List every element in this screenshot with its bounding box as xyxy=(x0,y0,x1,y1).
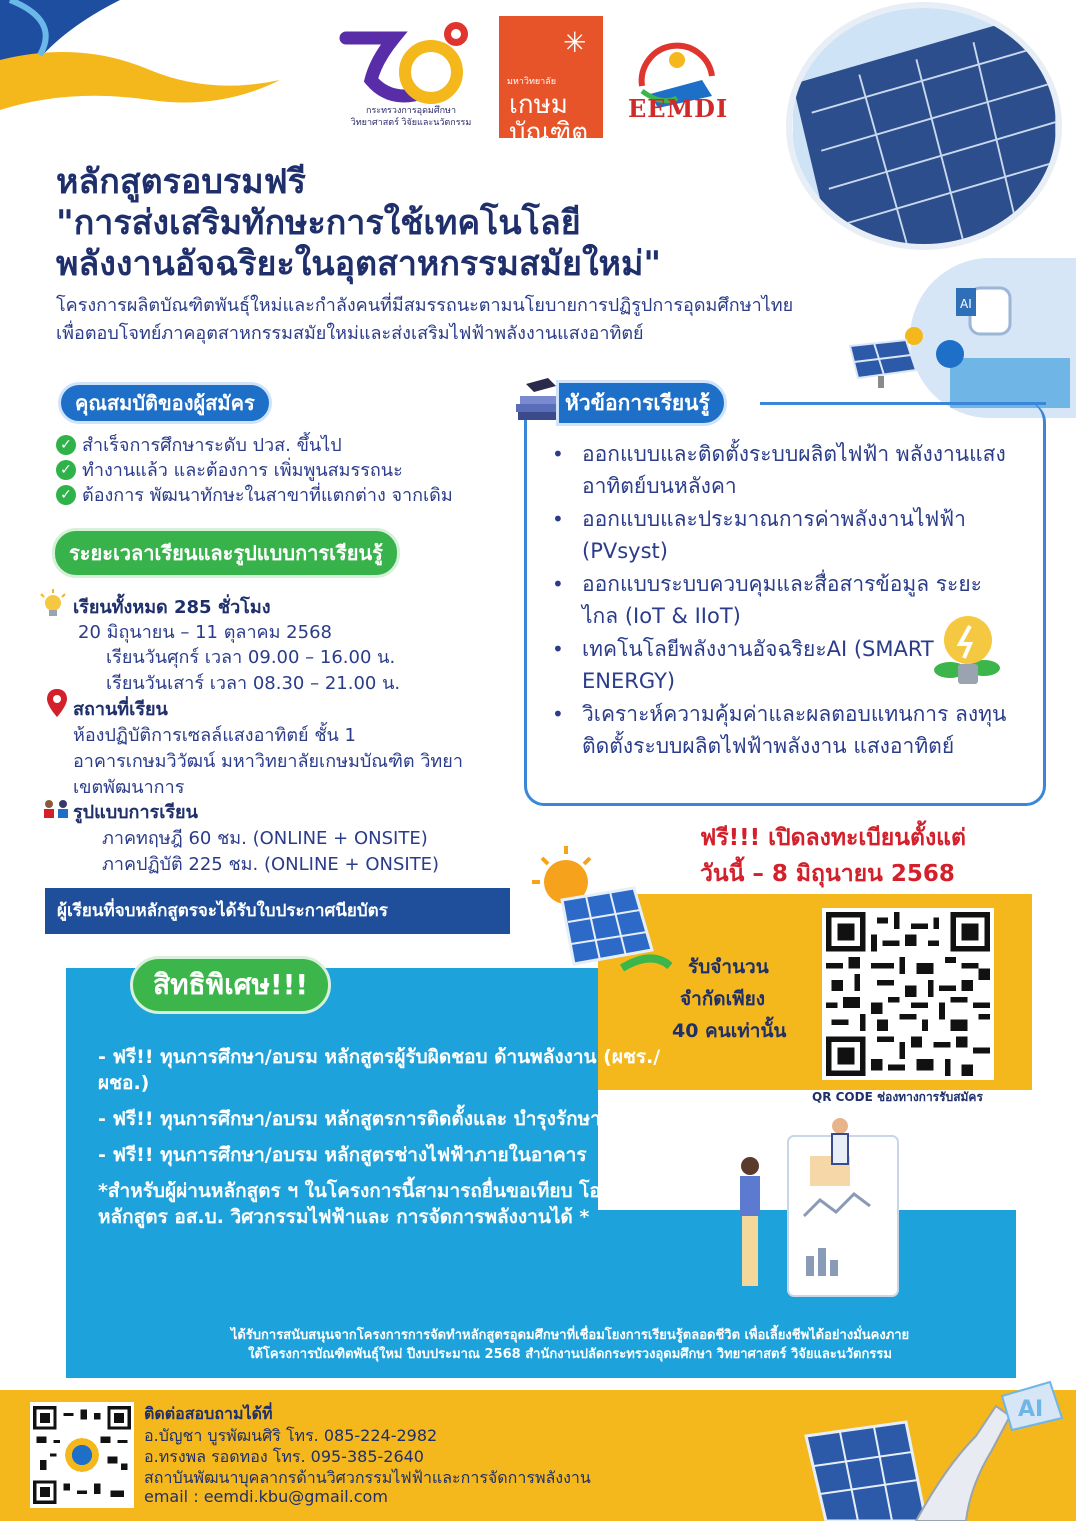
contact-person-2: อ.ทรงพล รอดทอง โทร. 095-385-2640 xyxy=(144,1447,424,1466)
list-item: • วิเคราะห์ความคุ้มค่าและผลตอบแทนการ ลงทุนติดตั้งระบบผลิตไฟฟ้าพลังงาน แสงอาทิตย์ xyxy=(552,702,1007,758)
limit-line-2: จำกัดเพียง xyxy=(680,988,766,1010)
location-pin-icon xyxy=(46,688,68,718)
check-icon: ✓ xyxy=(56,485,76,505)
svg-text:AI: AI xyxy=(1018,1397,1044,1422)
list-item: ✓ สำเร็จการศึกษาระดับ ปวส. ขึ้นไป xyxy=(56,432,453,457)
list-item: • ออกแบบและติดตั้งระบบผลิตไฟฟ้า พลังงานแสงอาทิตย์บนหลังคา xyxy=(552,442,1006,498)
solar-panel-icon xyxy=(844,326,924,390)
solar-panel-icon xyxy=(522,840,672,980)
privileges-list xyxy=(98,1044,698,1240)
format-theory: ภาคทฤษฎี 60 ชม. (ONLINE + ONSITE) xyxy=(102,828,428,849)
robot-icon xyxy=(910,258,1076,418)
lightbulb-icon xyxy=(38,588,68,618)
check-icon: ✓ xyxy=(56,460,76,480)
lightbulb-icon xyxy=(928,606,1006,692)
page-title-line-2: "การส่งเสริมทักษะการใช้เทคโนโลยี xyxy=(56,203,581,243)
contact-institute: สถาบันพัฒนาบุคลากรด้านวิศวกรรมไฟฟ้าและการจัดการพลังงาน xyxy=(144,1468,591,1487)
format-heading: รูปแบบการเรียน xyxy=(73,802,198,823)
list-item: *สำหรับผู้ผ่านหลักสูตร ฯ ในโครงการนี้สามารถยื่นขอเทียบ โอนเข้าศึกษา หลักสูตร อส.บ. วิศวกรรมไฟฟ้าและ การจัดการพลังงานได้ * xyxy=(98,1180,691,1228)
svg-text:AI: AI xyxy=(960,297,972,311)
location-heading: สถานที่เรียน xyxy=(73,699,168,720)
solar-panel-photo xyxy=(786,2,1062,250)
registration-qr-code[interactable] xyxy=(822,908,994,1080)
location-line-2: อาคารเกษมวิวัฒน์ มหาวิทยาลัยเกษมบัณฑิต วิทยา xyxy=(73,751,463,772)
friday-schedule: เรียนวันศุกร์ เวลา 09.00 – 16.00 น. xyxy=(106,647,396,668)
qr-caption: QR CODE ช่องทางการรับสมัคร xyxy=(812,1090,983,1104)
decorative-swoosh xyxy=(0,0,300,130)
contact-person-1: อ.บัญชา บูรพัฒนศิริ โทร. 085-224-2982 xyxy=(144,1426,438,1445)
list-item: • ออกแบบและประมาณการค่าพลังงานไฟฟ้า (PVsyst) xyxy=(552,507,966,563)
course-dates: 20 มิถุนายน – 11 ตุลาคม 2568 xyxy=(78,622,332,643)
qualifications-heading: คุณสมบัติของผู้สมัคร xyxy=(58,382,272,424)
topics-list xyxy=(552,438,1012,763)
list-item: - ฟรี!! ทุนการศึกษา/อบรม หลักสูตรการติดตั้งและ บำรุงรักษาโซลาร์รูฟ xyxy=(98,1108,681,1130)
topics-heading: หัวข้อการเรียนรู้ xyxy=(556,380,727,426)
location-line-3: เขตพัฒนาการ xyxy=(73,777,185,798)
duration-heading: ระยะเวลาเรียนและรูปแบบการเรียนรู้ xyxy=(52,528,400,578)
limit-line-3: 40 คนเท่านั้น xyxy=(672,1020,787,1042)
list-item: ✓ ทำงานแล้ว และต้องการ เพิ่มพูนสมรรถนะ xyxy=(56,457,453,482)
contact-qr-code[interactable] xyxy=(30,1402,134,1508)
presentation-illustration xyxy=(720,1116,920,1316)
page-title-line-3: พลังงานอัจฉริยะในอุตสาหกรรมสมัยใหม่" xyxy=(56,244,662,284)
support-note-line-2: ใต้โครงการบัณฑิตพันธุ์ใหม่ ปีงบประมาณ 2568 สำนักงานปลัดกระทรวงอุดมศึกษา วิทยาศาสตร์ วิจัยและนวัตกรรม xyxy=(248,1347,892,1362)
list-item: ✓ ต้องการ พัฒนาทักษะในสาขาที่แตกต่าง จากเดิม xyxy=(56,482,453,507)
support-note-line-1: ได้รับการสนับสนุนจากโครงการการจัดทำหลักสูตรอุดมศึกษาที่เชื่อมโยงการเรียนรู้ตลอดชีวิต เพื่อเลี้ยงชีพได้อย่างมั่นคงภาย xyxy=(230,1328,910,1343)
saturday-schedule: เรียนวันเสาร์ เวลา 08.30 – 21.00 น. xyxy=(106,673,401,694)
star-burst-icon: ✳ xyxy=(563,26,587,59)
certificate-banner: ผู้เรียนที่จบหลักสูตรจะได้รับใบประกาศนียบัตร xyxy=(45,888,510,934)
check-icon: ✓ xyxy=(56,435,76,455)
format-practice: ภาคปฏิบัติ 225 ชม. (ONLINE + ONSITE) xyxy=(102,854,440,875)
privileges-heading: สิทธิพิเศษ!!! xyxy=(130,956,331,1014)
total-hours: เรียนทั้งหมด 285 ชั่วโมง xyxy=(73,597,271,618)
topics-box-border xyxy=(760,402,1046,405)
list-item: - ฟรี!! ทุนการศึกษา/อบรม หลักสูตรผู้รับผิดชอบ ด้านพลังงาน (ผชร./ผชอ.) xyxy=(98,1046,661,1094)
kbu-logo: ✳ มหาวิทยาลัย เกษม บัณฑิต xyxy=(499,16,603,138)
contact-heading: ติดต่อสอบถามได้ที่ xyxy=(144,1404,273,1423)
qualifications-list xyxy=(56,432,453,507)
people-icon xyxy=(42,798,70,820)
page-title-line-1: หลักสูตรอบรมฟรี xyxy=(56,162,306,202)
limit-line-1: รับจำนวน xyxy=(688,956,769,978)
eemdi-logo-text: EEMDI xyxy=(628,94,729,123)
subtitle: โครงการผลิตบัณฑิตพันธุ์ใหม่และกำลังคนที่มีสมรรถนะตามนโยบายการปฏิรูปการอุดมศึกษาไทย เพื่อตอบโจทย์ภาคอุตสาหกรรมสมัยใหม่และส่งเสริมไฟฟ้าพลังงานแสงอาทิตย์ xyxy=(56,295,794,344)
list-item: • ออกแบบระบบควบคุมและสื่อสารข้อมูล ระยะไกล (IoT & IIoT) xyxy=(552,572,982,628)
contact-email[interactable]: email : eemdi.kbu@gmail.com xyxy=(144,1487,388,1506)
list-item: - ฟรี!! ทุนการศึกษา/อบรม หลักสูตรช่างไฟฟ้าภายในอาคาร xyxy=(98,1144,587,1166)
list-item: • เทคโนโลยีพลังงานอัจฉริยะAI (SMART ENERGY) xyxy=(552,637,934,693)
robot-hand-icon xyxy=(796,1366,1066,1521)
location-line-1: ห้องปฏิบัติการเซลล์แสงอาทิตย์ ชั้น 1 xyxy=(73,725,357,746)
registration-line-1: ฟรี!!! เปิดลงทะเบียนตั้งแต่ xyxy=(700,825,966,851)
ohe-logo-caption: กระทรวงการอุดมศึกษา วิทยาศาสตร์ วิจัยและนวัตกรรม xyxy=(350,105,472,127)
registration-line-2: วันนี้ – 8 มิถุนายน 2568 xyxy=(700,861,955,887)
